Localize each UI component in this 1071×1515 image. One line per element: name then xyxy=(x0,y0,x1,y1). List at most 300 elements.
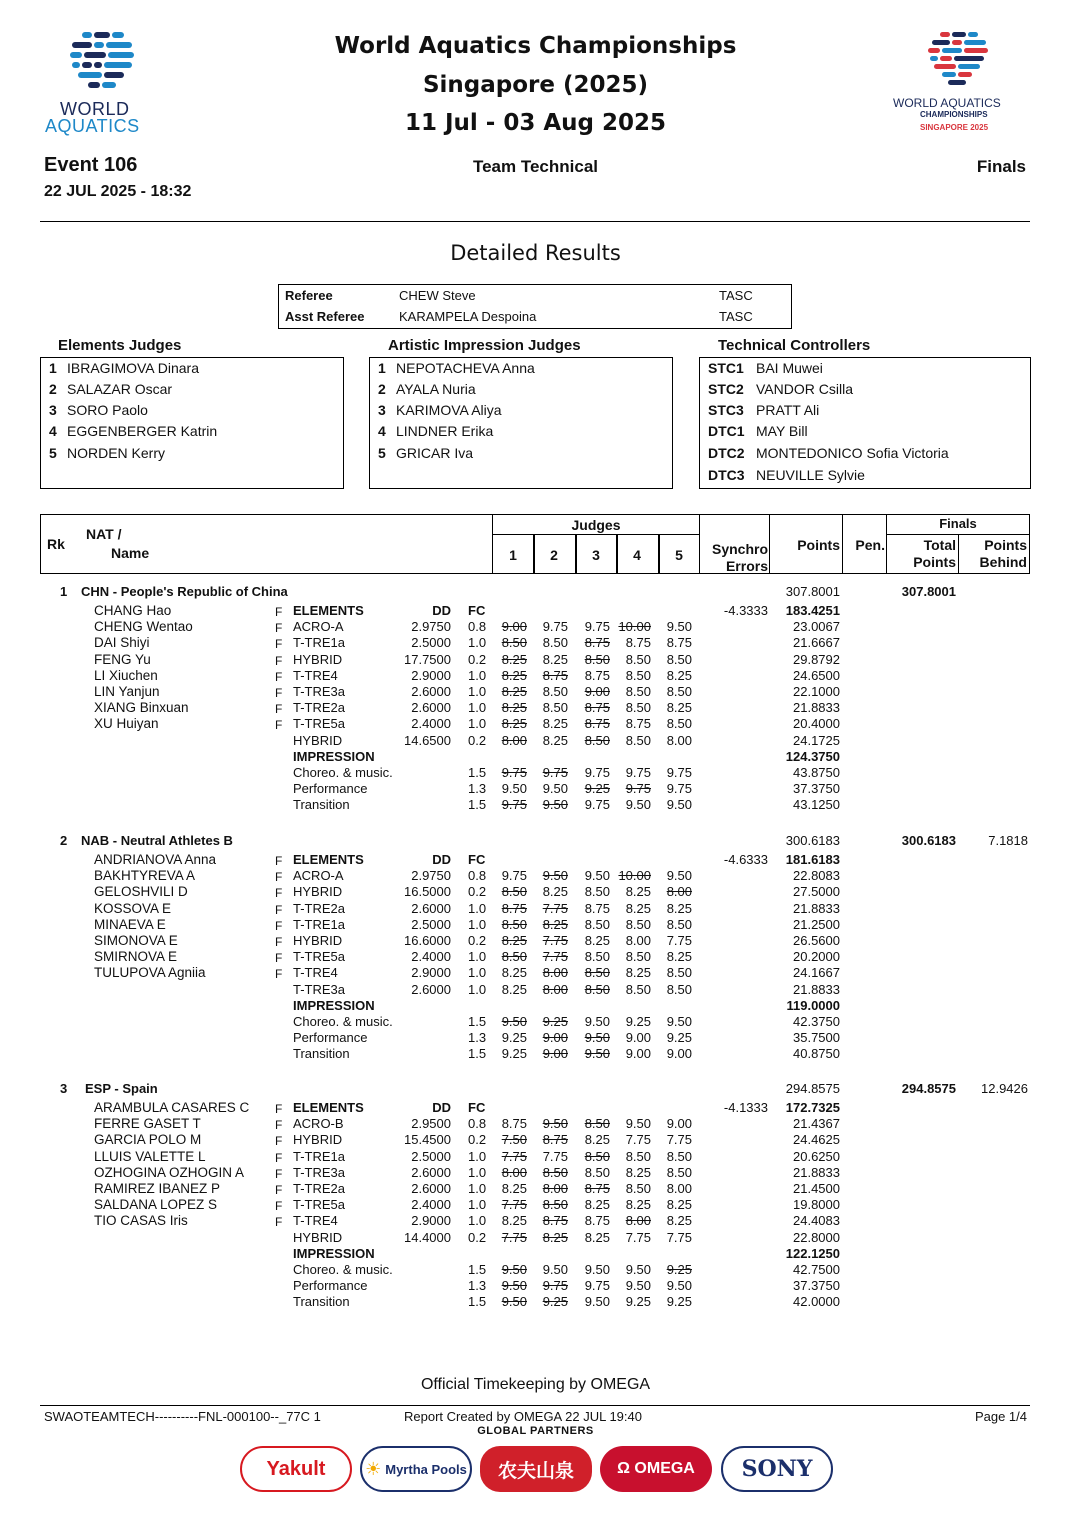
impression-fc: 1.3 xyxy=(468,1030,487,1046)
element-dd: 15.4500 xyxy=(404,1132,451,1148)
judge-score: 8.50 xyxy=(625,732,651,748)
element-code: T-TRE1a xyxy=(293,1148,346,1164)
element-dd: 2.4000 xyxy=(411,716,451,732)
judge-1-header: 1 xyxy=(509,547,517,563)
judge-score: 9.50 xyxy=(501,1262,527,1277)
judge-name: EGGENBERGER Katrin xyxy=(67,423,218,439)
pen-header: Pen. xyxy=(855,537,885,553)
athlete-name: LLUIS VALETTE L xyxy=(94,1148,206,1164)
judge-score: 8.25 xyxy=(501,1213,527,1229)
judge-score: 8.50 xyxy=(625,700,651,716)
judge-score: 9.50 xyxy=(625,1116,651,1132)
title-line-3: 11 Jul - 03 Aug 2025 xyxy=(404,110,667,136)
judge-score: 8.00 xyxy=(542,965,568,981)
judge-score: 8.50 xyxy=(666,981,692,997)
judge-score: 8.50 xyxy=(625,1148,651,1164)
judge-score: 9.00 xyxy=(666,1116,692,1132)
judge-score: 8.25 xyxy=(584,1197,610,1213)
judge-name: KARIMOVA Aliya xyxy=(396,402,502,418)
element-points: 22.8083 xyxy=(793,868,840,884)
impression-label: IMPRESSION xyxy=(293,748,375,764)
judge-score: 7.75 xyxy=(501,1148,527,1164)
elements-label: ELEMENTS xyxy=(293,852,364,867)
team-total-points: 307.8001 xyxy=(901,584,956,599)
judge-score: 8.50 xyxy=(501,884,527,900)
impression-criterion: Choreo. & music. xyxy=(293,1262,393,1277)
athlete-name: TULUPOVA Agniia xyxy=(94,965,206,981)
logo-text-world: WORLD xyxy=(60,99,130,119)
judge-score: 8.75 xyxy=(501,1116,527,1132)
judge-score: 8.50 xyxy=(625,651,651,667)
athlete-name: ARAMBULA CASARES C xyxy=(94,1100,250,1115)
judge-number: 4 xyxy=(378,423,386,439)
judge-score: 9.50 xyxy=(584,1046,610,1062)
team-nat: CHN - People's Republic of China xyxy=(81,584,288,599)
element-dd: 2.6000 xyxy=(411,1164,451,1180)
element-fc: 0.2 xyxy=(468,1229,487,1245)
judge-score: 10.00 xyxy=(618,619,651,635)
referee-row xyxy=(285,286,785,306)
judge-score: 7.75 xyxy=(625,1132,651,1148)
panel-row xyxy=(708,400,820,421)
judge-score: 8.25 xyxy=(584,933,610,948)
judge-4-header: 4 xyxy=(633,547,641,563)
judge-score: 9.25 xyxy=(666,1030,692,1046)
panel-row xyxy=(49,443,166,464)
judge-number: 5 xyxy=(378,445,386,461)
judge-score: 8.75 xyxy=(584,667,610,683)
judge-score: 8.00 xyxy=(542,1181,568,1196)
panel-row xyxy=(708,465,865,486)
footer-rule xyxy=(40,1405,1030,1406)
judge-score: 8.25 xyxy=(501,981,527,997)
athlete-gender: F xyxy=(275,1118,283,1133)
athlete-gender: F xyxy=(275,902,283,917)
element-code: HYBRID xyxy=(293,732,343,748)
panel-row xyxy=(378,379,476,400)
impression-fc: 1.5 xyxy=(468,1294,487,1310)
panel-row xyxy=(708,358,823,379)
impression-fc: 1.3 xyxy=(468,781,487,797)
judge-score: 9.25 xyxy=(666,1294,692,1310)
judge-score: 8.25 xyxy=(542,732,568,748)
team-points-behind: 7.1818 xyxy=(988,833,1028,848)
asst-referee-name: KARAMPELA Despoina xyxy=(399,309,537,324)
judge-5-header: 5 xyxy=(675,547,683,563)
impression-fc: 1.5 xyxy=(468,797,487,813)
element-points: 24.4625 xyxy=(793,1132,840,1148)
element-dd: 2.4000 xyxy=(411,949,451,965)
panel-row xyxy=(708,443,949,464)
event-datetime: 22 JUL 2025 - 18:32 xyxy=(44,183,192,200)
judge-score: 9.75 xyxy=(501,868,527,884)
judge-score: 9.50 xyxy=(542,797,568,813)
athlete-name: FENG Yu xyxy=(94,651,151,667)
sun-icon: ☀ xyxy=(365,1458,382,1479)
element-code: T-TRE3a xyxy=(293,981,346,997)
judge-score: 8.75 xyxy=(584,700,610,716)
judge-score: 8.75 xyxy=(584,635,610,651)
judge-score: 9.25 xyxy=(501,1046,527,1062)
controller-name: MAY Bill xyxy=(756,423,808,439)
judge-score: 8.50 xyxy=(584,965,610,981)
controller-code: STC1 xyxy=(708,360,744,376)
judge-score: 9.00 xyxy=(625,1030,651,1046)
athlete-name: MINAEVA E xyxy=(94,916,166,932)
judge-score: 7.75 xyxy=(542,933,568,948)
judge-score: 8.50 xyxy=(542,684,568,699)
element-points: 29.8792 xyxy=(793,651,840,667)
judge-score: 8.25 xyxy=(625,965,651,981)
sponsor-sony-logo xyxy=(721,1446,833,1492)
synchro-header-2: Errors xyxy=(725,558,768,574)
element-dd: 2.9750 xyxy=(411,619,451,635)
judge-score: 9.75 xyxy=(625,765,651,780)
judge-name: IBRAGIMOVA Dinara xyxy=(67,360,200,376)
element-code: T-TRE4 xyxy=(293,667,338,683)
judge-score: 8.50 xyxy=(625,1181,651,1196)
judge-score: 9.25 xyxy=(542,1014,568,1029)
judge-number: 3 xyxy=(378,402,386,418)
judge-score: 8.25 xyxy=(542,916,568,932)
judge-score: 8.25 xyxy=(625,884,651,900)
judge-score: 9.50 xyxy=(666,868,692,884)
judge-name: AYALA Nuria xyxy=(396,381,476,397)
element-points: 19.8000 xyxy=(793,1197,840,1213)
judge-score: 8.50 xyxy=(584,916,610,932)
panel-row xyxy=(708,421,808,442)
athlete-gender: F xyxy=(275,1134,283,1149)
referee-name: CHEW Steve xyxy=(399,288,476,303)
judge-score: 8.50 xyxy=(542,635,568,651)
athlete-name: GELOSHVILI D xyxy=(94,884,188,900)
judge-score: 8.25 xyxy=(666,1213,692,1229)
elements-total: 183.4251 xyxy=(785,603,840,618)
judge-score: 9.75 xyxy=(542,765,568,780)
element-fc: 1.0 xyxy=(468,684,487,699)
judge-score: 8.50 xyxy=(542,700,568,716)
judge-score: 8.25 xyxy=(501,965,527,981)
judge-score: 8.50 xyxy=(584,732,610,748)
panel-row xyxy=(49,358,200,379)
panel-row xyxy=(49,421,218,442)
judge-score: 9.50 xyxy=(584,1030,610,1046)
judge-name: SALAZAR Oscar xyxy=(67,381,173,397)
element-points: 21.8833 xyxy=(793,981,840,997)
judge-score: 7.75 xyxy=(666,1132,692,1148)
artistic-judges-title: Artistic Impression Judges xyxy=(388,337,581,354)
impression-criterion: Performance xyxy=(293,1278,368,1294)
judge-score: 8.00 xyxy=(542,981,568,997)
element-code: T-TRE4 xyxy=(293,1213,338,1229)
athlete-gender: F xyxy=(275,653,283,668)
athlete-gender: F xyxy=(275,1215,283,1230)
element-dd: 2.9750 xyxy=(411,868,451,884)
element-dd: 2.5000 xyxy=(411,916,451,932)
element-fc: 1.0 xyxy=(468,1197,487,1213)
judge-score: 7.75 xyxy=(542,900,568,916)
judge-score: 8.25 xyxy=(542,716,568,732)
element-dd: 2.9000 xyxy=(411,1213,451,1229)
judge-score: 9.75 xyxy=(584,1278,610,1294)
element-dd: 2.5000 xyxy=(411,1148,451,1164)
fc-label: FC xyxy=(468,603,486,618)
judge-score: 8.50 xyxy=(625,981,651,997)
judge-score: 9.75 xyxy=(584,765,610,780)
technical-controllers-panel xyxy=(699,357,1031,489)
judge-score: 9.00 xyxy=(584,684,610,699)
judge-score: 8.50 xyxy=(666,1164,692,1180)
referee-role: Referee xyxy=(285,288,333,303)
judge-score: 8.25 xyxy=(666,667,692,683)
element-fc: 1.0 xyxy=(468,700,487,716)
event-number: Event 106 xyxy=(44,154,138,176)
judge-score: 9.25 xyxy=(501,1030,527,1046)
element-dd: 2.6000 xyxy=(411,1181,451,1196)
controller-code: DTC1 xyxy=(708,423,745,439)
element-fc: 1.0 xyxy=(468,981,487,997)
impression-criterion: Choreo. & music. xyxy=(293,1014,393,1029)
judge-score: 8.50 xyxy=(501,916,527,932)
judge-score: 9.50 xyxy=(625,1262,651,1277)
judge-score: 9.50 xyxy=(542,1116,568,1132)
athlete-name: CHENG Wentao xyxy=(94,619,193,635)
fc-label: FC xyxy=(468,852,486,867)
judge-score: 9.75 xyxy=(666,765,692,780)
judge-score: 9.50 xyxy=(666,1278,692,1294)
footer-page: Page 1/4 xyxy=(974,1409,1027,1424)
controller-name: BAI Muwei xyxy=(756,360,823,376)
judge-score: 8.25 xyxy=(501,716,527,732)
athlete-gender: F xyxy=(275,621,283,636)
judge-score: 8.50 xyxy=(584,1148,610,1164)
judge-score: 8.25 xyxy=(542,1229,568,1245)
impression-fc: 1.5 xyxy=(468,1046,487,1062)
championships-logo xyxy=(890,30,1030,140)
element-points: 21.2500 xyxy=(793,916,840,932)
panel-row xyxy=(49,400,148,421)
panel-row xyxy=(378,421,494,442)
event-phase: Finals xyxy=(976,157,1026,176)
champs-logo-line3: SINGAPORE 2025 xyxy=(920,123,989,132)
impression-points: 37.3750 xyxy=(793,781,840,797)
controller-code: STC2 xyxy=(708,381,744,397)
judge-score: 8.50 xyxy=(584,981,610,997)
element-points: 24.1725 xyxy=(793,732,840,748)
element-points: 22.8000 xyxy=(793,1229,840,1245)
judge-score: 8.75 xyxy=(584,900,610,916)
impression-points: 43.1250 xyxy=(793,797,840,813)
impression-total: 124.3750 xyxy=(785,748,840,764)
athlete-gender: F xyxy=(275,967,283,982)
sponsor-nongfu-text: 农夫山泉 xyxy=(497,1460,574,1482)
element-fc: 1.0 xyxy=(468,635,487,651)
athlete-name: TIO CASAS Iris xyxy=(94,1213,188,1229)
element-dd: 2.6000 xyxy=(411,700,451,716)
judge-score: 9.25 xyxy=(625,1294,651,1310)
judge-name: GRICAR Iva xyxy=(396,445,474,461)
athlete-gender: F xyxy=(275,886,283,901)
judge-score: 8.50 xyxy=(666,716,692,732)
title-line-1: World Aquatics Championships xyxy=(334,33,737,59)
judge-score: 8.50 xyxy=(625,949,651,965)
element-code: HYBRID xyxy=(293,933,343,948)
element-code: T-TRE2a xyxy=(293,700,346,716)
logo-text-aquatics: AQUATICS xyxy=(45,116,140,136)
judge-score: 8.25 xyxy=(584,1132,610,1148)
impression-total: 122.1250 xyxy=(785,1245,840,1261)
impression-points: 43.8750 xyxy=(793,765,840,780)
athlete-name: LI Xiuchen xyxy=(94,667,158,683)
element-code: ACRO-A xyxy=(293,619,344,635)
element-dd: 2.9000 xyxy=(411,667,451,683)
element-points: 27.5000 xyxy=(793,884,840,900)
judge-number: 4 xyxy=(49,423,57,439)
element-fc: 1.0 xyxy=(468,667,487,683)
judge-number: 2 xyxy=(378,381,386,397)
champs-logo-line2: CHAMPIONSHIPS xyxy=(920,110,988,119)
judge-score: 9.25 xyxy=(625,1014,651,1029)
timekeeping-note: Official Timekeeping by OMEGA xyxy=(420,1376,651,1393)
judge-score: 9.75 xyxy=(542,619,568,635)
judge-score: 9.00 xyxy=(542,1030,568,1046)
judge-score: 9.50 xyxy=(501,1278,527,1294)
team-points-behind: 12.9426 xyxy=(981,1081,1028,1096)
athlete-name: LIN Yanjun xyxy=(94,684,160,699)
athlete-gender: F xyxy=(275,669,283,684)
element-points: 24.6500 xyxy=(793,667,840,683)
judge-score: 9.50 xyxy=(501,781,527,797)
judge-score: 8.25 xyxy=(501,1181,527,1196)
athlete-name: SIMONOVA E xyxy=(94,933,178,948)
judge-number: 1 xyxy=(49,360,57,376)
panel-row xyxy=(708,379,853,400)
element-points: 21.6667 xyxy=(793,635,840,651)
impression-fc: 1.5 xyxy=(468,1262,487,1277)
nat-header: NAT / xyxy=(86,526,122,542)
judge-score: 8.50 xyxy=(584,949,610,965)
points-behind-header-2: Behind xyxy=(979,554,1027,570)
athlete-name: BAKHTYREVA A xyxy=(94,868,196,884)
element-points: 21.4367 xyxy=(793,1116,840,1132)
athlete-name: FERRE GASET T xyxy=(94,1116,201,1132)
athlete-name: OZHOGINA OZHOGIN A xyxy=(94,1164,245,1180)
element-code: T-TRE4 xyxy=(293,965,338,981)
athlete-gender: F xyxy=(275,1199,283,1214)
judge-score: 9.75 xyxy=(666,781,692,797)
element-code: HYBRID xyxy=(293,884,343,900)
judge-score: 8.50 xyxy=(625,916,651,932)
judge-score: 9.75 xyxy=(501,765,527,780)
judge-score: 9.50 xyxy=(542,868,568,884)
judge-score: 9.25 xyxy=(584,781,610,797)
element-code: HYBRID xyxy=(293,1132,343,1148)
element-points: 21.4500 xyxy=(793,1181,840,1196)
impression-criterion: Transition xyxy=(293,1294,350,1310)
judge-name: NEPOTACHEVA Anna xyxy=(396,360,535,376)
elements-total: 172.7325 xyxy=(785,1100,840,1115)
judge-score: 9.50 xyxy=(542,1262,568,1277)
points-header: Points xyxy=(797,537,840,553)
judge-score: 8.25 xyxy=(625,1164,651,1180)
elements-label: ELEMENTS xyxy=(293,603,364,618)
judge-score: 8.75 xyxy=(584,1181,610,1196)
element-dd: 14.4000 xyxy=(404,1229,451,1245)
sponsor-omega-text: Ω OMEGA xyxy=(617,1460,695,1477)
element-points: 22.1000 xyxy=(793,684,840,699)
element-fc: 0.2 xyxy=(468,732,487,748)
judge-score: 8.50 xyxy=(625,684,651,699)
elements-judges-panel xyxy=(40,357,344,489)
athlete-gender: F xyxy=(275,918,283,933)
judge-score: 8.25 xyxy=(666,700,692,716)
total-points-header-2: Points xyxy=(913,554,956,570)
element-code: T-TRE5a xyxy=(293,949,346,965)
element-fc: 1.0 xyxy=(468,1181,487,1196)
sponsor-yakult-logo xyxy=(240,1446,352,1492)
total-points-header-1: Total xyxy=(923,537,956,553)
sponsor-myrtha-text: Myrtha Pools xyxy=(385,1461,467,1477)
impression-criterion: Transition xyxy=(293,1046,350,1062)
dd-label: DD xyxy=(432,603,451,618)
team-rank: 3 xyxy=(60,1081,68,1096)
team-total-points: 294.8575 xyxy=(901,1081,956,1096)
controller-name: MONTEDONICO Sofia Victoria xyxy=(756,445,949,461)
athlete-name: SALDANA LOPEZ S xyxy=(94,1197,218,1213)
element-code: ACRO-B xyxy=(293,1116,344,1132)
judge-score: 9.75 xyxy=(625,781,651,797)
athlete-name: XIANG Binxuan xyxy=(94,700,189,716)
judge-score: 8.75 xyxy=(625,635,651,651)
element-code: T-TRE5a xyxy=(293,1197,346,1213)
panel-row xyxy=(378,358,535,379)
elements-total: 181.6183 xyxy=(785,852,840,867)
element-dd: 16.6000 xyxy=(404,933,451,948)
element-points: 23.0067 xyxy=(793,619,840,635)
judge-score: 8.75 xyxy=(542,1213,568,1229)
element-points: 21.8833 xyxy=(793,700,840,716)
judge-name: LINDNER Erika xyxy=(396,423,494,439)
element-fc: 1.0 xyxy=(468,1148,487,1164)
element-points: 24.4083 xyxy=(793,1213,840,1229)
athlete-gender: F xyxy=(275,1102,283,1116)
controller-code: DTC3 xyxy=(708,467,745,483)
athlete-name: GARCIA POLO M xyxy=(94,1132,202,1148)
element-fc: 0.2 xyxy=(468,651,487,667)
judge-score: 8.00 xyxy=(625,1213,651,1229)
judge-score: 8.50 xyxy=(584,884,610,900)
athlete-name: ANDRIANOVA Anna xyxy=(94,852,217,867)
team-points: 300.6183 xyxy=(785,833,840,848)
team-total-points: 300.6183 xyxy=(901,833,956,848)
judge-number: 5 xyxy=(49,445,57,461)
controller-code: STC3 xyxy=(708,402,744,418)
element-dd: 2.9000 xyxy=(411,965,451,981)
judge-score: 9.00 xyxy=(666,1046,692,1062)
element-dd: 2.6000 xyxy=(411,684,451,699)
event-discipline: Team Technical xyxy=(472,157,599,176)
judge-2-header: 2 xyxy=(550,547,558,563)
element-code: T-TRE3a xyxy=(293,684,346,699)
judge-score: 9.50 xyxy=(542,781,568,797)
athlete-gender: F xyxy=(275,718,283,733)
judge-3-header: 3 xyxy=(592,547,600,563)
judge-score: 9.50 xyxy=(584,1262,610,1277)
judge-name: SORO Paolo xyxy=(67,402,148,418)
synchro-errors: -4.1333 xyxy=(723,1100,768,1115)
elements-label: ELEMENTS xyxy=(293,1100,364,1115)
footer-code: SWAOTEAMTECH----------FNL-000100--_77C 1 xyxy=(44,1409,321,1424)
